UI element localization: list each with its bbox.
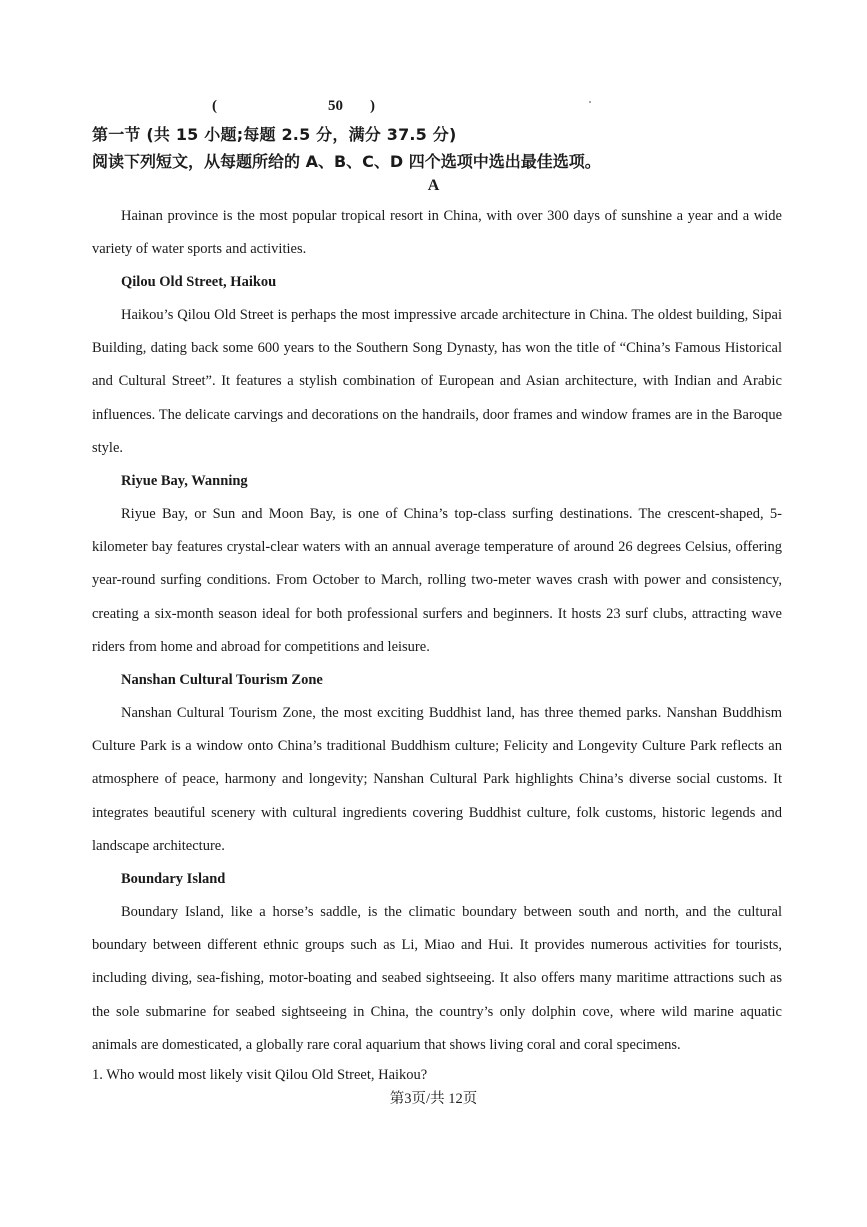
scan-speck [589,101,591,103]
section-text-nanshan: Nanshan Cultural Tourism Zone, the most exciting Buddhist land, has three themed parks. Nanshan Buddhism Culture Park is a window onto China’s traditional Buddhism culture; Felicity and Longevity Culture Park reflects an atmosphere of peace, harmony and longevity; Nanshan Cultural Park highlights China’s diverse social customs. It integrates beautiful scenery with cultural ingredients covering Buddhist culture, folk customs, historic legends and landscape architecture. [92,705,782,854]
passage-label: A [427,177,440,194]
section-title: 第一节 (共 15 小题;每题 2.5 分，满分 37.5 分) [92,125,457,144]
header-paren-open: ( [212,98,217,114]
passage-intro: Hainan province is the most popular tropical resort in China, with over 300 days of sunshine a year and a wide variety of water sports and activities. [92,208,782,258]
section-heading-nanshan: Nanshan Cultural Tourism Zone [121,672,323,688]
section-text-riyue: Riyue Bay, or Sun and Moon Bay, is one of China’s top-class surfing destinations. The crescent-shaped, 5-kilometer bay features crystal-clear waters with an annual average temperature of around 26 degrees Celsius, offering year-round surfing conditions. From October to March, rolling two-meter waves crash with power and consistency, creating a six-month season ideal for both professional surfers and beginners. It hosts 23 surf clubs, attracting wave riders from home and abroad for competitions and leisure. [92,506,782,655]
section-heading-riyue: Riyue Bay, Wanning [121,473,248,489]
section-heading-boundary: Boundary Island [121,871,226,887]
section-text-qilou: Haikou’s Qilou Old Street is perhaps the most impressive arcade architecture in China. The oldest building, Sipai Building, dating back some 600 years to the Southern Song Dynasty, has won the title of “China’s Famous Historical and Cultural Street”. It features a stylish combination of European and Asian architecture, with Indian and Arabic influences. The delicate carvings and decorations on the handrails, door frames and window frames are in the Baroque style. [92,307,782,456]
header-score: 50 [328,98,343,114]
page-footer: 第3页/共 12页 [389,1091,478,1107]
section-text-boundary: Boundary Island, like a horse’s saddle, is the climatic boundary between south and north, and the cultural boundary between different ethnic groups such as Li, Miao and Hui. It provides numerous activities for tourists, including diving, sea-fishing, motor-boating and seabed sightseeing. It also offers many maritime attractions such as the sole submarine for seabed sightseeing in China, the country’s only dolphin cove, where wild marine aquatic animals are domesticated, a globally rare coral aquarium that shows living coral and coral specimens. [92,904,782,1053]
section-instructions: 阅读下列短文，从每题所给的 A、B、C、D 四个选项中选出最佳选项。 [92,152,601,171]
section-heading-qilou: Qilou Old Street, Haikou [121,274,277,290]
header-paren-close: ) [370,98,375,114]
question-1: 1. Who would most likely visit Qilou Old Street, Haikou? [92,1067,428,1083]
